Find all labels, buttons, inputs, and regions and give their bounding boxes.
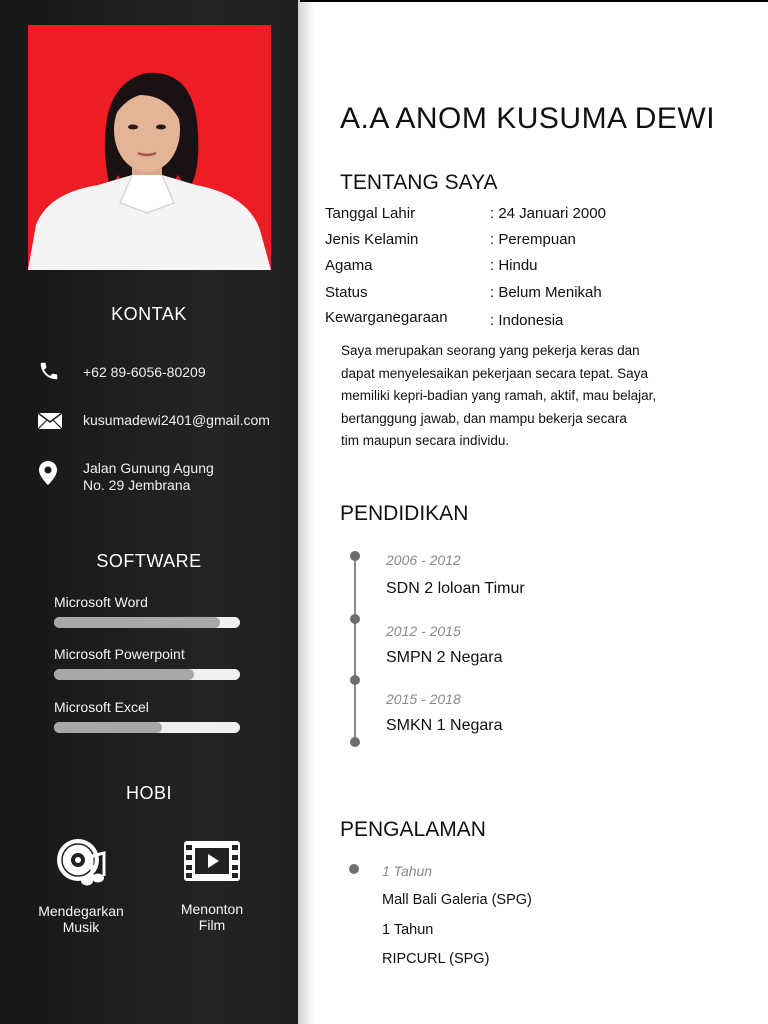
experience-duration: 1 Tahun bbox=[382, 922, 434, 938]
skill-bar-fill bbox=[54, 669, 194, 680]
info-label: Tanggal Lahir bbox=[325, 205, 416, 222]
hobby-label-line-1: Mendegarkan bbox=[38, 903, 124, 919]
about-line: tim maupun secara individu. bbox=[341, 433, 510, 448]
phone-number[interactable]: +62 89-6056-80209 bbox=[83, 364, 206, 380]
hobby-label-line-2: Film bbox=[198, 917, 226, 933]
skill-powerpoint bbox=[54, 646, 240, 680]
sidebar-shadow bbox=[298, 0, 314, 1024]
timeline-dot bbox=[350, 675, 360, 685]
info-label: Kewarganegaraan bbox=[325, 309, 448, 326]
address-line-1: Jalan Gunung Agung bbox=[83, 460, 214, 476]
education-school: SDN 2 loloan Timur bbox=[386, 580, 525, 597]
full-name: A.A ANOM KUSUMA DEWI bbox=[340, 102, 716, 135]
skill-bar-fill bbox=[54, 722, 162, 733]
hobby-label-line-2: Musik bbox=[62, 919, 100, 935]
about-line: Saya merupakan seorang yang pekerja keras dan bbox=[341, 343, 640, 358]
contact-phone bbox=[38, 360, 206, 382]
info-row bbox=[325, 257, 538, 274]
sidebar bbox=[0, 0, 298, 1024]
info-row bbox=[325, 231, 576, 248]
music-disc-icon bbox=[26, 838, 136, 891]
skill-label: Microsoft Word bbox=[54, 594, 148, 610]
education-school: SMPN 2 Negara bbox=[386, 649, 503, 666]
hobby-film bbox=[157, 838, 267, 933]
experience-place: Mall Bali Galeria (SPG) bbox=[382, 892, 532, 908]
info-label: Jenis Kelamin bbox=[325, 231, 419, 248]
timeline-dot bbox=[350, 614, 360, 624]
experience-place: RIPCURL (SPG) bbox=[382, 951, 490, 967]
hobby-label bbox=[157, 901, 267, 933]
hobby-music bbox=[26, 838, 136, 935]
skill-bar bbox=[54, 669, 240, 680]
about-line: bertanggung jawab, dan mampu bekerja secara bbox=[341, 410, 627, 426]
email-address[interactable]: kusumadewi2401@gmail.com bbox=[83, 412, 270, 428]
envelope-icon bbox=[38, 410, 64, 432]
education-section-title: PENDIDIKAN bbox=[340, 502, 469, 525]
about-paragraph bbox=[341, 340, 711, 453]
hobby-section-title: HOBI bbox=[125, 783, 172, 803]
experience-dot bbox=[349, 864, 359, 874]
experience-section-title: PENGALAMAN bbox=[340, 818, 486, 841]
info-value: : 24 Januari 2000 bbox=[490, 205, 606, 222]
contact-section-title: KONTAK bbox=[111, 304, 187, 324]
info-label: Agama bbox=[325, 257, 373, 274]
education-years: 2012 - 2015 bbox=[386, 623, 461, 639]
info-row bbox=[325, 205, 606, 222]
timeline-dot bbox=[350, 551, 360, 561]
about-line: memiliki kepri-badian yang ramah, aktif, mau belajar, bbox=[341, 388, 657, 403]
timeline-line bbox=[354, 556, 356, 742]
info-row bbox=[325, 284, 602, 301]
info-row bbox=[325, 309, 563, 329]
about-section-title: TENTANG SAYA bbox=[340, 171, 498, 194]
skill-excel bbox=[54, 699, 240, 733]
info-value: : Indonesia bbox=[490, 312, 564, 329]
top-border bbox=[300, 0, 768, 2]
hobby-label-line-1: Menonton bbox=[180, 901, 244, 917]
skill-bar-fill bbox=[54, 617, 220, 628]
phone-icon bbox=[38, 360, 64, 382]
info-value: : Perempuan bbox=[490, 231, 576, 248]
about-line: dapat menyelesaikan pekerjaan secara tepat. Saya bbox=[341, 365, 648, 381]
profile-photo bbox=[28, 25, 271, 270]
experience-duration: 1 Tahun bbox=[382, 863, 433, 879]
education-years: 2015 - 2018 bbox=[386, 691, 461, 707]
software-section-title: SOFTWARE bbox=[96, 551, 202, 571]
location-pin-icon bbox=[38, 460, 64, 486]
info-value: : Belum Menikah bbox=[490, 284, 602, 301]
info-label: Status bbox=[325, 284, 368, 301]
skill-word bbox=[54, 594, 240, 628]
contact-email bbox=[38, 410, 270, 432]
skill-label: Microsoft Excel bbox=[54, 699, 149, 715]
address-line-2: No. 29 Jembrana bbox=[83, 477, 191, 493]
skill-bar bbox=[54, 722, 240, 733]
contact-address bbox=[38, 460, 214, 494]
info-value: : Hindu bbox=[490, 257, 538, 274]
film-play-icon bbox=[157, 838, 267, 889]
hobby-label bbox=[26, 903, 136, 935]
education-school: SMKN 1 Negara bbox=[386, 717, 503, 734]
address-text bbox=[83, 460, 214, 494]
education-years: 2006 - 2012 bbox=[386, 552, 461, 568]
skill-bar bbox=[54, 617, 240, 628]
timeline-dot bbox=[350, 737, 360, 747]
skill-label: Microsoft Powerpoint bbox=[54, 646, 185, 662]
